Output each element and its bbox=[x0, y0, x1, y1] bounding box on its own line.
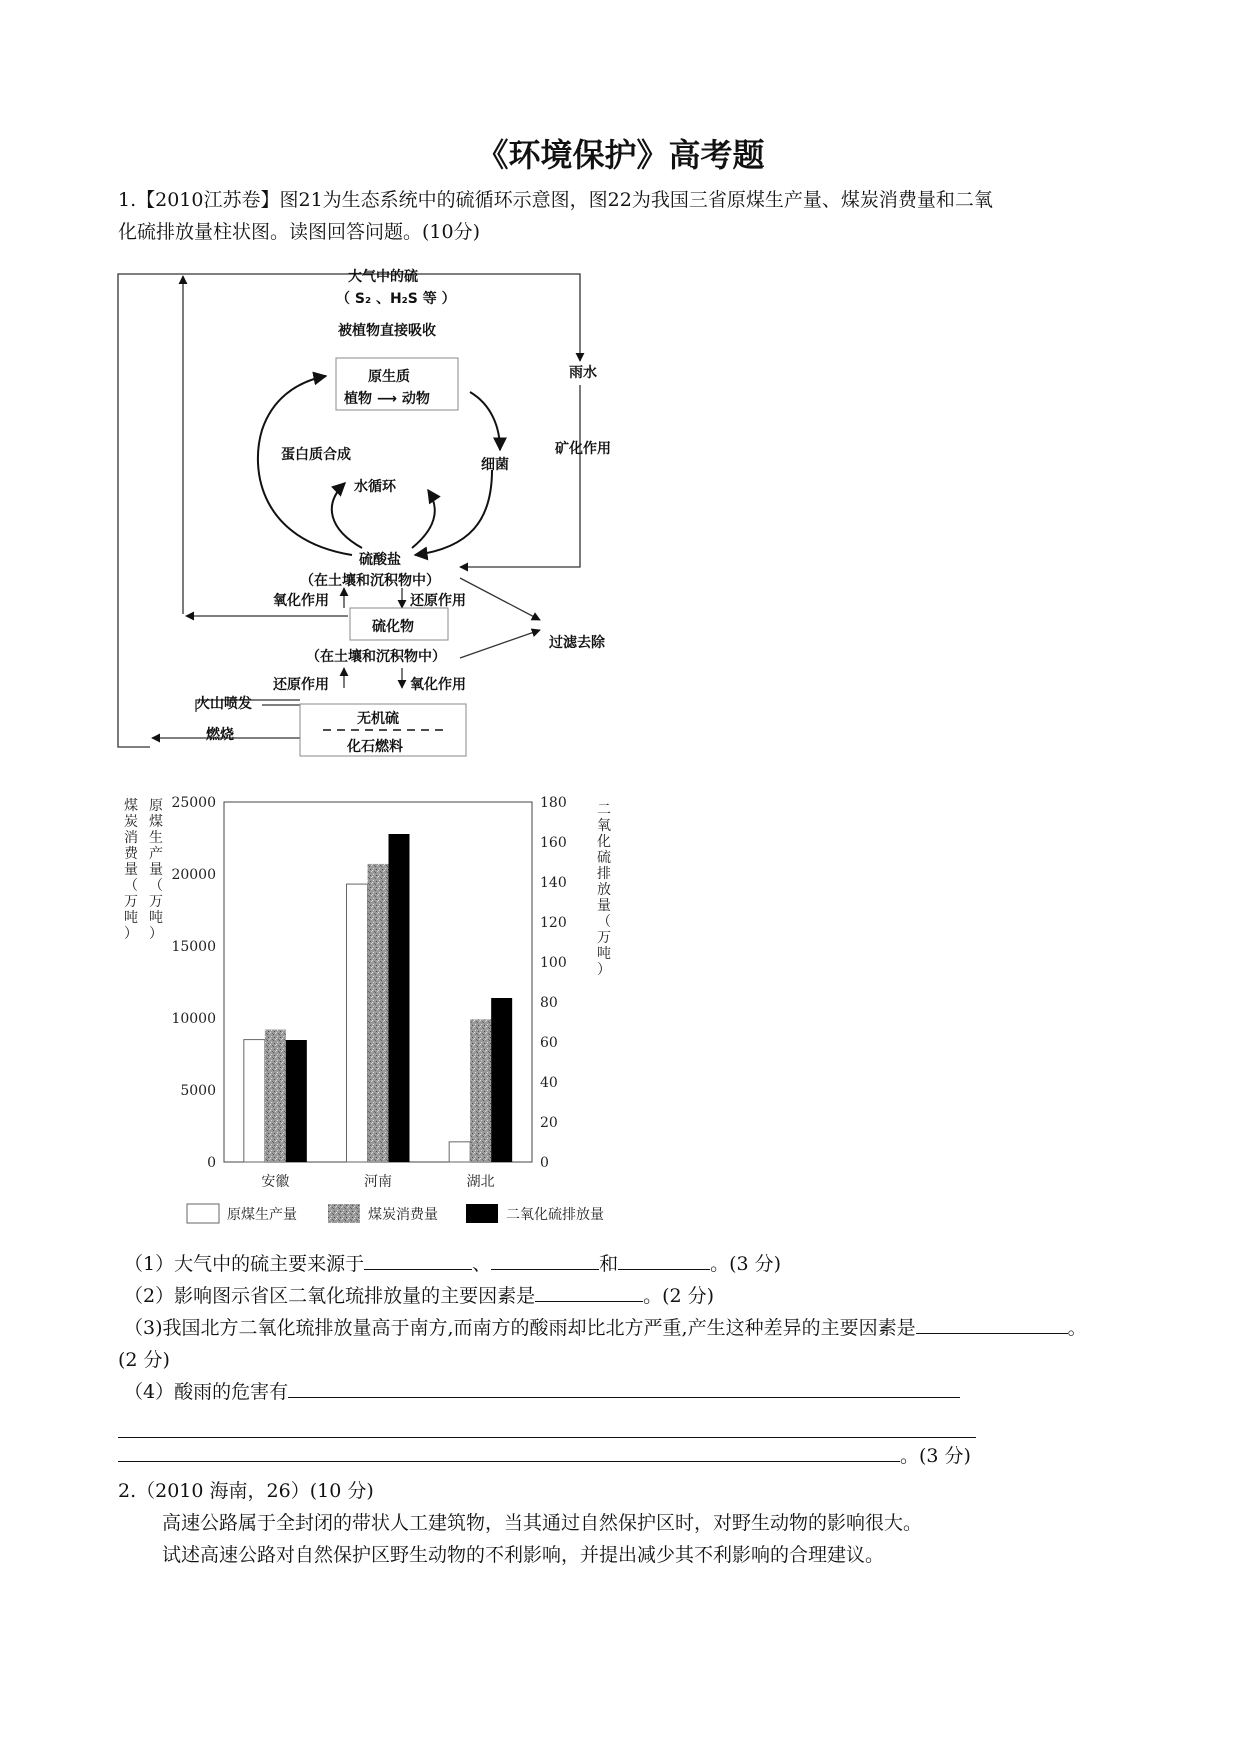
legend-swatch bbox=[466, 1204, 498, 1223]
right-tick-label: 120 bbox=[540, 915, 567, 931]
subq-3: （3)我国北方二氧化琉排放量高于南方,而南方的酸雨却比北方严重,产生这种差异的主要因素是 。 bbox=[124, 1317, 1087, 1339]
right-axis-title: 排 bbox=[597, 866, 611, 882]
label-reduction-1: 还原作用 bbox=[410, 593, 466, 609]
label-atmosphere-sulfur: 大气中的硫 bbox=[348, 269, 418, 285]
left-axis-title-production: 原 bbox=[149, 798, 163, 814]
bar bbox=[389, 834, 410, 1162]
q2-line2: 试述高速公路对自然保护区野生动物的不利影响，并提出减少其不利影响的合理建议。 bbox=[162, 1544, 885, 1566]
label-in-soil-1: （在土壤和沉积物中） bbox=[300, 573, 440, 589]
q1-intro-line2: 化硫排放量柱状图。读图回答问题。(10分) bbox=[118, 221, 481, 243]
left-axis-title-production: 万 bbox=[149, 894, 163, 910]
bar bbox=[368, 864, 389, 1162]
label-volcano: 火山喷发 bbox=[196, 696, 252, 712]
left-axis-title-consumption: ） bbox=[124, 926, 138, 942]
label-bacteria: 细菌 bbox=[481, 457, 509, 473]
left-tick-label: 20000 bbox=[171, 867, 216, 883]
right-axis-title: （ bbox=[597, 914, 611, 930]
left-axis-title-consumption: 万 bbox=[124, 894, 138, 910]
bar bbox=[347, 884, 368, 1162]
legend-label: 煤炭消费量 bbox=[368, 1207, 438, 1223]
right-axis-title: 氧 bbox=[597, 818, 611, 834]
bar bbox=[286, 1040, 307, 1162]
bar bbox=[244, 1040, 265, 1162]
legend-swatch bbox=[328, 1204, 360, 1223]
category-label: 湖北 bbox=[466, 1174, 495, 1190]
right-axis-title: 化 bbox=[597, 834, 611, 850]
right-tick-label: 100 bbox=[540, 955, 567, 971]
left-tick-label: 25000 bbox=[171, 795, 216, 811]
left-axis-title-production: 量 bbox=[149, 862, 163, 878]
q1-intro-line1: 1.【2010江苏卷】图21为生态系统中的硫循环示意图，图22为我国三省原煤生产量、煤炭消费量和二氧 bbox=[118, 189, 993, 211]
bar bbox=[491, 998, 512, 1162]
label-plant-absorption: 被植物直接吸收 bbox=[338, 323, 436, 339]
right-axis-title: 放 bbox=[597, 882, 611, 898]
right-tick-label: 180 bbox=[540, 795, 567, 811]
label-rain: 雨水 bbox=[569, 365, 597, 381]
right-tick-label: 40 bbox=[540, 1075, 558, 1091]
answer-blank-4a[interactable] bbox=[288, 1379, 960, 1398]
label-plant-to-animal: 植物 ⟶ 动物 bbox=[344, 391, 430, 407]
page-title: 《环境保护》高考题 bbox=[476, 136, 765, 174]
subq-1: （1）大气中的硫主要来源于 、 和 。(3 分) bbox=[124, 1253, 782, 1275]
label-protoplasm: 原生质 bbox=[368, 369, 410, 385]
subq-3-score: (2 分) bbox=[118, 1349, 170, 1371]
label-mineralization: 矿化作用 bbox=[555, 441, 611, 457]
answer-blank-4b[interactable] bbox=[118, 1437, 976, 1438]
label-sulfide: 硫化物 bbox=[372, 619, 414, 635]
subq-2: （2）影响图示省区二氧化琉排放量的主要因素是 。(2 分) bbox=[124, 1285, 715, 1307]
subq-4: （4）酸雨的危害有 bbox=[124, 1376, 960, 1408]
left-axis-title-consumption: （ bbox=[124, 878, 138, 894]
right-axis-title: 万 bbox=[597, 930, 611, 946]
bar bbox=[449, 1142, 470, 1162]
answer-blank-3[interactable] bbox=[916, 1315, 1068, 1334]
right-axis-title: 吨 bbox=[597, 946, 611, 962]
q2-header: 2.（2010 海南，26）(10 分) bbox=[118, 1480, 374, 1502]
left-axis-title-consumption: 量 bbox=[124, 862, 138, 878]
answer-blank-2[interactable] bbox=[535, 1283, 643, 1302]
label-filter-removal: 过滤去除 bbox=[549, 635, 605, 651]
left-tick-label: 10000 bbox=[171, 1011, 216, 1027]
right-tick-label: 20 bbox=[540, 1115, 558, 1131]
left-axis-title-consumption: 煤 bbox=[124, 798, 138, 814]
subq-4-line3: 。(3 分) bbox=[118, 1440, 971, 1472]
right-axis-title: 硫 bbox=[597, 850, 611, 866]
bar bbox=[470, 1019, 491, 1162]
category-label: 安徽 bbox=[261, 1174, 290, 1190]
left-axis-title-production: 产 bbox=[149, 846, 163, 862]
label-protein-synthesis: 蛋白质合成 bbox=[281, 447, 351, 463]
bar bbox=[265, 1030, 286, 1162]
label-water-cycle: 水循环 bbox=[354, 479, 396, 495]
answer-blank-1c[interactable] bbox=[618, 1251, 710, 1270]
label-sulfate: 硫酸盐 bbox=[359, 552, 401, 568]
label-combustion: 燃烧 bbox=[206, 727, 234, 743]
label-in-soil-2: （在土壤和沉积物中） bbox=[306, 649, 446, 665]
label-oxidation-1: 氧化作用 bbox=[273, 593, 329, 609]
right-tick-label: 160 bbox=[540, 835, 567, 851]
answer-blank-1a[interactable] bbox=[364, 1251, 472, 1270]
left-axis-title-production: 生 bbox=[149, 830, 163, 846]
legend-swatch bbox=[187, 1204, 219, 1223]
label-fossil-fuel: 化石燃料 bbox=[347, 739, 403, 755]
label-reduction-2: 还原作用 bbox=[273, 677, 329, 693]
right-axis-title: ） bbox=[597, 962, 611, 978]
left-axis-title-consumption: 消 bbox=[124, 830, 138, 846]
left-tick-label: 15000 bbox=[171, 939, 216, 955]
label-inorganic-sulfur: 无机硫 bbox=[357, 711, 399, 727]
right-tick-label: 140 bbox=[540, 875, 567, 891]
left-axis-title-production: ） bbox=[149, 926, 163, 942]
right-tick-label: 0 bbox=[540, 1155, 549, 1171]
label-oxidation-2: 氧化作用 bbox=[410, 677, 466, 693]
right-tick-label: 80 bbox=[540, 995, 558, 1011]
legend-label: 原煤生产量 bbox=[227, 1207, 297, 1223]
right-tick-label: 60 bbox=[540, 1035, 558, 1051]
left-tick-label: 0 bbox=[207, 1155, 216, 1171]
left-axis-title-production: 煤 bbox=[149, 814, 163, 830]
left-axis-title-production: （ bbox=[149, 878, 163, 894]
q2-line1: 高速公路属于全封闭的带状人工建筑物，当其通过自然保护区时，对野生动物的影响很大。 bbox=[162, 1512, 923, 1534]
left-tick-label: 5000 bbox=[180, 1083, 216, 1099]
right-axis-title: 量 bbox=[597, 898, 611, 914]
category-label: 河南 bbox=[364, 1174, 392, 1190]
left-axis-title-consumption: 吨 bbox=[124, 910, 138, 926]
left-axis-title-consumption: 炭 bbox=[124, 814, 138, 830]
answer-blank-4c[interactable] bbox=[118, 1443, 900, 1462]
right-axis-title: 二 bbox=[597, 802, 611, 818]
label-atmosphere-sulfur-examples: （ S₂ 、H₂S 等 ） bbox=[336, 291, 456, 307]
left-axis-title-consumption: 费 bbox=[124, 846, 138, 862]
legend-label: 二氧化硫排放量 bbox=[506, 1207, 604, 1223]
left-axis-title-production: 吨 bbox=[149, 910, 163, 926]
answer-blank-1b[interactable] bbox=[491, 1251, 599, 1270]
